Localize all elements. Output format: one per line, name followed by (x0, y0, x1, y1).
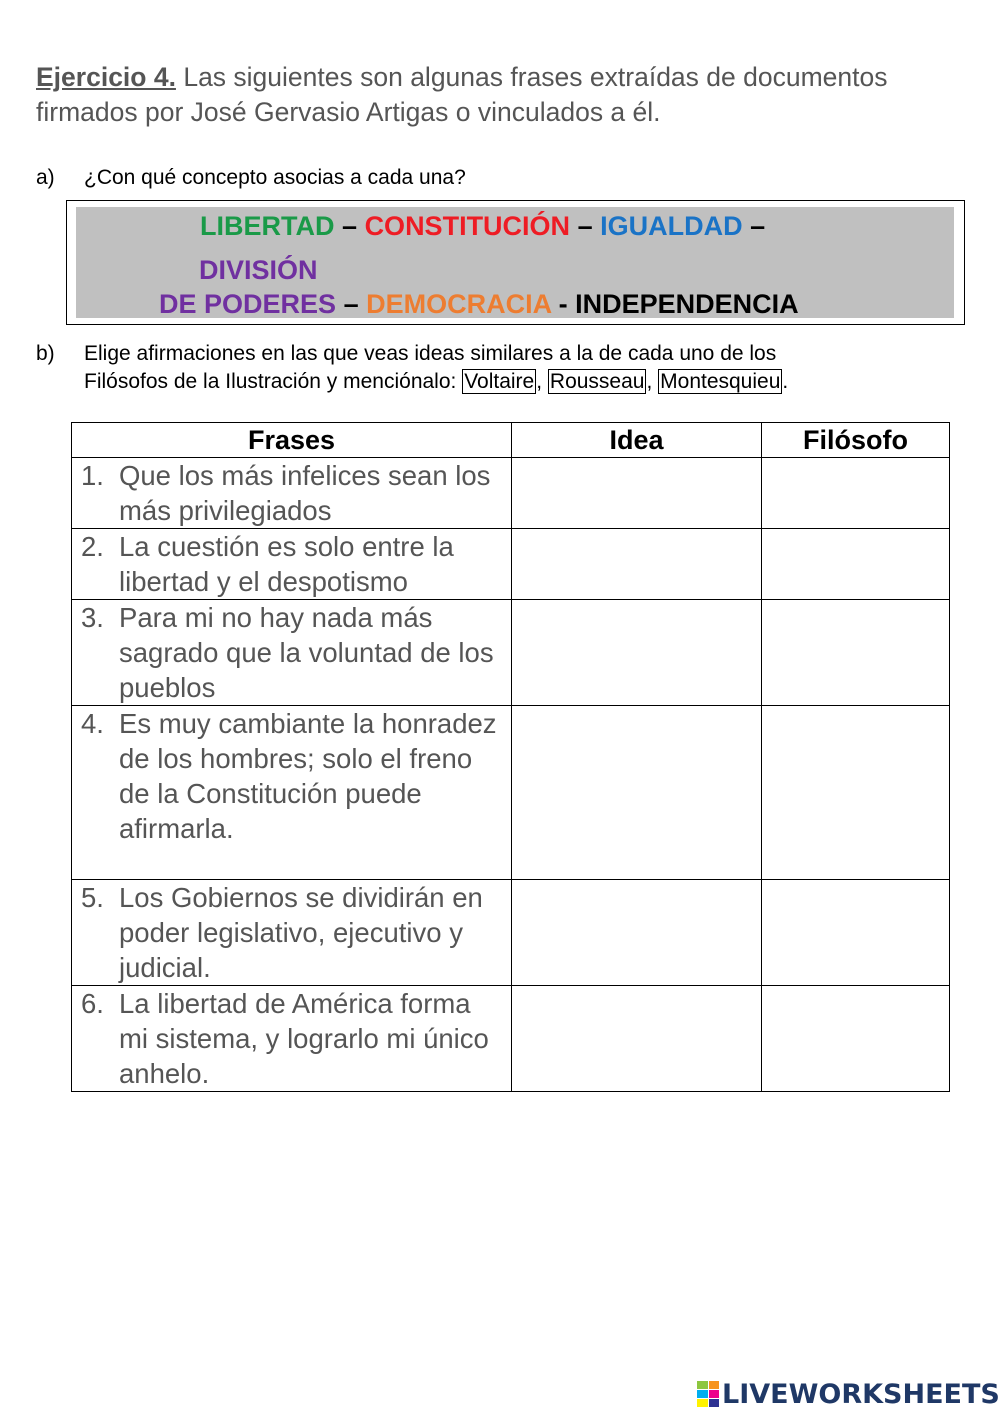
phrase-cell (72, 529, 512, 600)
idea-answer-cell[interactable] (512, 986, 762, 1092)
table-row (72, 600, 950, 706)
logo-text: LIVEWORKSHEETS (722, 1378, 1000, 1410)
phrase-number: 3. (81, 602, 104, 633)
header-idea: Idea (512, 423, 762, 458)
phrase-text: Es muy cambiante la honradez de los hombres; solo el freno de la Constitución puede afirmarla. (119, 708, 497, 844)
idea-answer-cell[interactable] (512, 706, 762, 880)
question-a (36, 164, 466, 192)
phrase-number: 5. (81, 882, 104, 913)
question-b (36, 340, 956, 396)
table-row (72, 529, 950, 600)
table-row (72, 458, 950, 529)
question-b-line2: Filósofos de la Ilustración y menciónalo: (84, 370, 463, 393)
question-a-label: a) (36, 166, 55, 189)
philosopher-answer-cell[interactable] (762, 458, 950, 529)
concept-libertad: LIBERTAD (200, 211, 335, 241)
idea-answer-cell[interactable] (512, 458, 762, 529)
concept-separator: – (577, 211, 593, 241)
phrase-cell (72, 986, 512, 1092)
question-b-line1: Elige afirmaciones en las que veas ideas similares a la de cada uno de los (84, 342, 777, 365)
concept-separator: – (750, 211, 766, 241)
concept-row-2 (199, 255, 318, 285)
phrase-text: La cuestión es solo entre la libertad y el despotismo (119, 531, 454, 597)
philosopher-montesquieu: Montesquieu (660, 370, 781, 393)
phrases-table (71, 422, 950, 1092)
concept-separator: - (558, 289, 568, 319)
concept-independencia: INDEPENDENCIA (575, 289, 799, 319)
exercise-intro (36, 60, 976, 130)
philosopher-rousseau: Rousseau (549, 370, 645, 393)
concept-de-poderes: DE PODERES (159, 289, 337, 319)
header-frases: Frases (72, 423, 512, 458)
phrase-text: Para mi no hay nada más sagrado que la voluntad de los pueblos (119, 602, 494, 703)
philosopher-answer-cell[interactable] (762, 600, 950, 706)
question-b-text: Elige afirmaciones en las que veas ideas similares a la de cada uno de los Filósofos de la Ilustración y menciónalo: Voltaire, Rousseau, Montesquieu. (84, 342, 789, 393)
liveworksheets-logo (697, 1376, 1000, 1412)
concept-separator: – (342, 211, 358, 241)
phrase-cell (72, 600, 512, 706)
concept-bank (76, 207, 954, 318)
philosopher-answer-cell[interactable] (762, 706, 950, 880)
table-row (72, 986, 950, 1092)
table-row (72, 706, 950, 880)
exercise-label: Ejercicio 4. (36, 62, 176, 92)
phrase-number: 6. (81, 988, 104, 1019)
phrase-number: 4. (81, 708, 104, 739)
concept-box (66, 200, 965, 325)
idea-answer-cell[interactable] (512, 600, 762, 706)
idea-answer-cell[interactable] (512, 529, 762, 600)
phrase-cell (72, 458, 512, 529)
philosopher-voltaire: Voltaire (464, 370, 535, 393)
phrase-text: Los Gobiernos se dividirán en poder legislativo, ejecutivo y judicial. (119, 882, 483, 983)
phrase-cell (72, 880, 512, 986)
header-filosofo: Filósofo (762, 423, 950, 458)
logo-grid-icon (697, 1381, 719, 1407)
concept-division: DIVISIÓN (199, 255, 318, 285)
concept-row-3 (159, 289, 799, 319)
philosopher-answer-cell[interactable] (762, 986, 950, 1092)
philosopher-answer-cell[interactable] (762, 529, 950, 600)
concept-row-1 (200, 211, 765, 241)
concept-separator: – (343, 289, 359, 319)
idea-answer-cell[interactable] (512, 880, 762, 986)
concept-democracia: DEMOCRACIA (366, 289, 552, 319)
phrase-text: La libertad de América forma mi sistema, y lograrlo mi único anhelo. (119, 988, 489, 1089)
table-header-row (72, 423, 950, 458)
phrase-text: Que los más infelices sean los más privilegiados (119, 460, 491, 526)
phrase-cell (72, 706, 512, 880)
concept-constitucion: CONSTITUCIÓN (364, 211, 571, 241)
concept-igualdad: IGUALDAD (600, 211, 743, 241)
question-b-label: b) (36, 342, 55, 365)
phrase-number: 2. (81, 531, 104, 562)
table-row (72, 880, 950, 986)
philosopher-answer-cell[interactable] (762, 880, 950, 986)
phrase-number: 1. (81, 460, 104, 491)
question-a-text: ¿Con qué concepto asocias a cada una? (84, 166, 466, 189)
exercise-intro-text: Las siguientes son algunas frases extraídas de documentos firmados por José Gervasio Artigas o vinculados a él. (36, 62, 888, 127)
